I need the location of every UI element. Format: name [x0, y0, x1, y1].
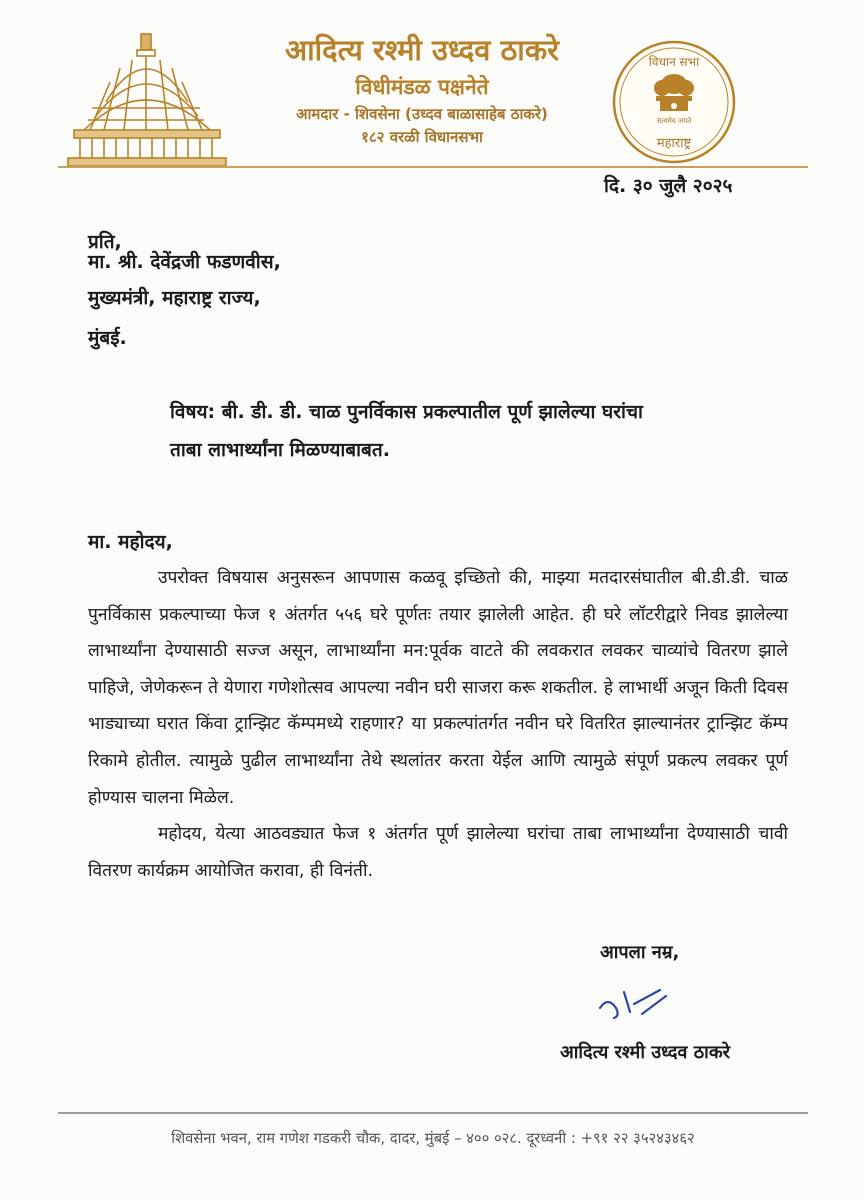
handwritten-signature-icon: [590, 978, 690, 1028]
letter-date: दि. ३० जुलै २०२५: [604, 175, 733, 197]
letterhead-constituency: १८२ वरळी विधानसभा: [361, 128, 483, 146]
subject-line-2: ताबा लाभार्थ्यांना मिळण्याबाबत.: [170, 439, 390, 461]
maharashtra-vidhan-sabha-seal-icon: [610, 38, 738, 166]
footer-address: शिवसेना भवन, राम गणेश गडकरी चौक, दादर, मुंबई – ४०० ०२८. दूरध्वनी : +९१ २२ ३५२४३४६२: [171, 1130, 695, 1147]
seal-motto: सत्यमेव जयते: [656, 117, 692, 125]
letter-subject: [170, 393, 810, 469]
letterhead: [222, 30, 622, 148]
subject-line-1: विषय: बी. डी. डी. चाळ पुनर्विकास प्रकल्पातील पूर्ण झालेल्या घरांचा: [170, 401, 643, 423]
letter-body: [88, 560, 788, 889]
recipient-to: प्रति,: [88, 231, 122, 253]
salutation: मा. महोदय,: [88, 531, 173, 553]
letterhead-role: विधीमंडळ पक्षनेते: [355, 75, 489, 99]
recipient-name: मा. श्री. देवेंद्रजी फडणवीस,: [88, 251, 281, 273]
recipient-designation: मुख्यमंत्री, महाराष्ट्र राज्य,: [88, 287, 261, 309]
seal-bottom-text: महाराष्ट्र: [656, 136, 692, 151]
letterhead-party: आमदार - शिवसेना (उध्दव बाळासाहेब ठाकरे): [296, 105, 548, 123]
footer-divider: [58, 1112, 808, 1114]
closing: आपला नम्र,: [600, 942, 680, 963]
body-paragraph-1: उपरोक्त विषयास अनुसरून आपणास कळवू इच्छितो की, माझ्या मतदारसंघातील बी.डी.डी. चाळ पुनर्विकास प्रकल्पाच्या फेज १ अंतर्गत ५५६ घरे पूर्णतः तयार झालेली आहेत. ही घरे लॉटरीद्वारे निवड झालेल्या लाभार्थ्यांना देण्यासाठी सज्ज असून, लाभार्थ्यांना मन:पूर्वक वाटते की लवकरात लवकर चाव्यांचे वितरण झाले पाहिजे, जेणेकरून ते येणारा गणेशोत्सव आपल्या नवीन घरी साजरा करू शकतील. हे लाभार्थी अजून किती दिवस भाड्याच्या घरात किंवा ट्रान्झिट कॅम्पमध्ये राहणार? या प्रकल्पांतर्गत नवीन घरे वितरित झाल्यानंतर ट्रान्झिट कॅम्प रिकामे होतील. त्यामुळे पुढील लाभार्थ्यांना तेथे स्थलांतर करता येईल आणि त्यामुळे संपूर्ण प्रकल्प लवकर पूर्ण होण्यास चालना मिळेल.: [88, 568, 788, 808]
letterhead-name: आदित्य रश्मी उध्दव ठाकरे: [285, 33, 559, 67]
legislature-building-icon: [62, 30, 232, 170]
header-divider: [58, 166, 808, 168]
seal-top-text: विधान सभा: [648, 55, 700, 69]
signer-name: आदित्य रश्मी उध्दव ठाकरे: [560, 1042, 731, 1063]
recipient-city: मुंबई.: [88, 327, 127, 349]
body-paragraph-2: महोदय, येत्या आठवड्यात फेज १ अंतर्गत पूर्ण झालेल्या घरांचा ताबा लाभार्थ्यांना देण्यासाठी चावी वितरण कार्यक्रम आयोजित करावा, ही विनंती.: [88, 824, 788, 881]
